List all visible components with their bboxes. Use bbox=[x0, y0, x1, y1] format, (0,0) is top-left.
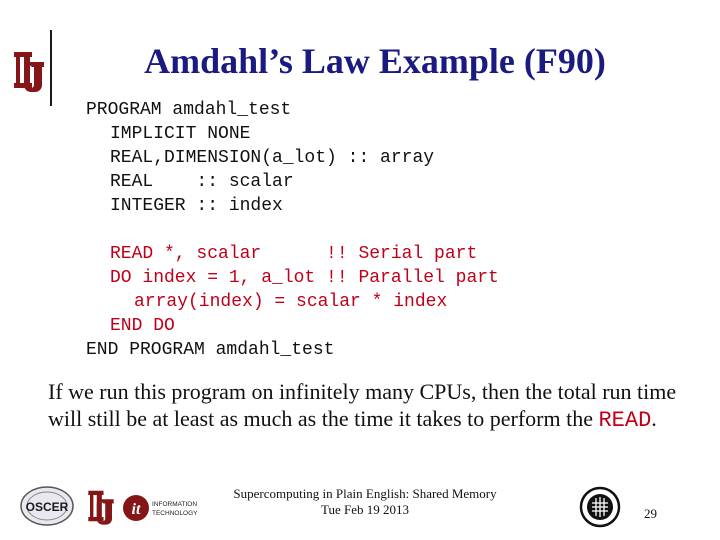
slide-title: Amdahl’s Law Example (F90) bbox=[144, 41, 606, 81]
code-line: REAL :: scalar bbox=[110, 172, 294, 192]
ou-it-logo bbox=[122, 488, 202, 528]
code-line bbox=[86, 218, 499, 242]
code-line: READ *, scalar !! Serial part bbox=[110, 244, 478, 264]
footer-line-2: Tue Feb 19 2013 bbox=[320, 502, 409, 517]
code-line: IMPLICIT NONE bbox=[110, 124, 251, 144]
code-line: PROGRAM amdahl_test bbox=[86, 100, 292, 120]
code-line: INTEGER :: index bbox=[110, 196, 283, 216]
code-line: REAL,DIMENSION(a_lot) :: array bbox=[110, 148, 435, 168]
paragraph-end: . bbox=[651, 406, 657, 431]
code-line: DO index = 1, a_lot !! Parallel part bbox=[110, 268, 499, 288]
it-label-bottom: TECHNOLOGY bbox=[152, 510, 198, 517]
it-label-top: INFORMATION bbox=[152, 501, 198, 508]
code-line: END PROGRAM amdahl_test bbox=[86, 340, 335, 360]
footer-text bbox=[220, 486, 510, 518]
code-block bbox=[86, 98, 499, 362]
oscer-logo bbox=[18, 484, 76, 528]
paragraph-text: If we run this program on infinitely many CPUs, then the total run time will still be at least as much as the time it takes to perform the bbox=[48, 379, 677, 431]
read-keyword: READ bbox=[598, 408, 652, 433]
svg-text:it: it bbox=[131, 501, 141, 518]
code-line: END DO bbox=[110, 316, 175, 336]
ou-footer-logo bbox=[84, 484, 118, 528]
page-number: 29 bbox=[644, 506, 657, 521]
oscer-text: OSCER bbox=[25, 500, 69, 514]
grid-emblem-logo bbox=[576, 486, 624, 528]
explanation-paragraph bbox=[48, 378, 678, 434]
code-line: array(index) = scalar * index bbox=[134, 292, 448, 312]
footer-line-1: Supercomputing in Plain English: Shared Memory bbox=[233, 486, 497, 501]
